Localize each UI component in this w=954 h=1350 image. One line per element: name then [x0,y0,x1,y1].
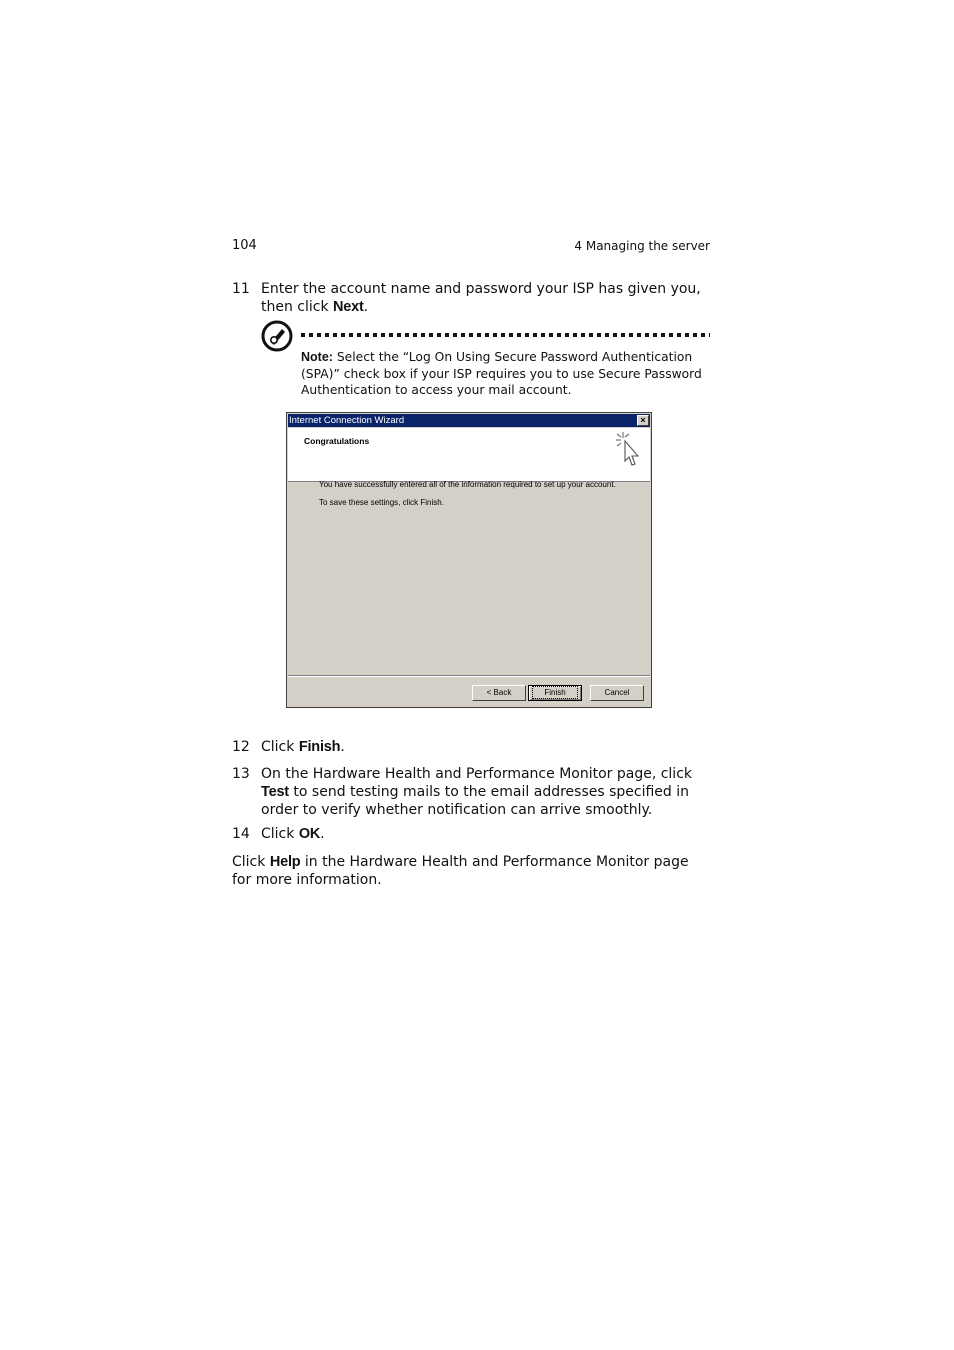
step-text-part: On the Hardware Health and Performance Monitor page, click [261,766,693,782]
close-icon[interactable]: × [637,415,649,426]
dialog-heading: Congratulations [304,436,370,446]
chapter-title: 4 Managing the server [574,239,710,253]
step-text-part: Click [261,739,299,755]
dialog-message-line1: You have successfully entered all of the information required to set up your account. [319,480,616,489]
step-12 [232,738,712,756]
step-text-part: Enter the account name and password your ISP has given you, then click [261,281,701,315]
dialog-header [288,428,650,482]
wizard-dialog [286,412,652,708]
note-divider [301,333,710,337]
step-text-part: to send testing mails to the email addresses specified in order to verify whether notification can arrive smoothly. [261,784,690,818]
step-11 [232,280,712,316]
paragraph-text-part: in the Hardware Health and Performance Monitor page for more information. [232,854,689,888]
note-text: Select the “Log On Using Secure Password Authentication (SPA)” check box if your ISP requires you to use Secure Password Authentication to access your mail account. [301,350,702,397]
help-paragraph [232,853,712,889]
step-text-part: . [340,739,345,755]
dialog-title-bar [288,414,650,427]
step-number: 12 [232,739,250,755]
step-text-part: . [363,299,369,315]
ui-term-finish: Finish [298,739,341,755]
note-icon [261,320,293,352]
cancel-button[interactable]: Cancel [590,685,644,701]
step-text [261,280,712,316]
ui-term-help: Help [269,854,301,870]
ui-term-test: Test [261,784,289,800]
ui-term-next: Next [333,299,364,315]
step-13 [232,765,712,819]
step-text-part: . [320,826,325,842]
step-14 [232,825,712,843]
ui-term-ok: OK [298,826,321,842]
step-text [261,825,712,843]
back-button[interactable]: < Back [472,685,526,701]
step-number: 11 [232,281,250,297]
step-number: 13 [232,766,250,782]
note-label: Note: [301,350,333,364]
step-text-part: Click [261,826,299,842]
page-number: 104 [232,238,257,253]
step-text [261,738,712,756]
finish-button[interactable] [528,685,582,701]
paragraph-text-part: Click [232,854,270,870]
dialog-separator [288,675,650,677]
dialog-title: Internet Connection Wizard [289,415,405,426]
wizard-cursor-icon [614,430,646,470]
finish-button-label: Finish [534,688,575,697]
note-box [301,349,711,399]
step-number: 14 [232,826,250,842]
step-text [261,765,712,819]
dialog-message-line2: To save these settings, click Finish. [319,498,444,507]
